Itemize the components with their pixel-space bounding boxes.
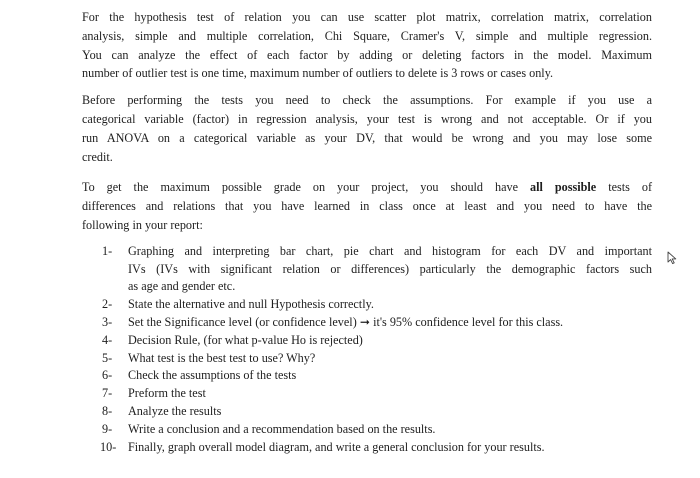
list-item-text (128, 421, 652, 439)
list-item-text (128, 403, 652, 421)
list-item-text (128, 350, 652, 368)
text-line: following in your report: (82, 217, 203, 232)
text-line: IVs (IVs with significant relation or differences) particularly the demographic factors such (128, 261, 652, 276)
text-line: Analyze the results (128, 403, 222, 418)
text-line (128, 314, 652, 332)
list-item-text (128, 332, 652, 350)
list-item (82, 350, 652, 368)
text-line: Before performing the tests you need to check the assumptions. For example if you use a (82, 93, 652, 108)
list-item-number: 7- (102, 386, 113, 401)
text-segment: it's 95% confidence level for this class. (370, 314, 564, 329)
list-item (82, 314, 652, 332)
text-line: number of outlier test is one time, maximum number of outliers to delete is 3 rows or cases only. (82, 66, 554, 81)
text-segment: Set the Significance level (or confidence level) (128, 314, 357, 329)
arrow-right-icon: ➞ (359, 314, 371, 329)
paragraph-assumptions (82, 91, 652, 166)
text-line: as age and gender etc. (128, 279, 236, 294)
mouse-pointer-icon (666, 251, 680, 265)
text-line: analysis, simple and multiple correlation, Chi Square, Cramer's V, simple and multiple regression. (82, 28, 652, 43)
list-item (82, 367, 652, 385)
list-item-number: 10- (100, 439, 117, 454)
list-item-number: 1- (102, 243, 113, 258)
text-line: run ANOVA on a categorical variable as your DV, that would be wrong and you may lose some (82, 130, 652, 145)
list-item-text (128, 385, 652, 403)
text-line: What test is the best test to use? Why? (128, 350, 316, 365)
emphasis-all-possible: all possible (530, 180, 597, 195)
list-item (82, 403, 652, 421)
text-line: Write a conclusion and a recommendation based on the results. (128, 421, 436, 436)
text-line: You can analyze the effect of each factor by adding or deleting factors in the model. Maximum (82, 47, 652, 62)
list-item-text (128, 314, 652, 332)
list-item-text (128, 439, 652, 457)
list-item (82, 296, 652, 314)
list-item-number: 9- (102, 421, 113, 436)
text-line: State the alternative and null Hypothesis correctly. (128, 297, 374, 312)
list-item-text (128, 296, 652, 314)
text-line: For the hypothesis test of relation you can use scatter plot matrix, correlation matrix, correlation (82, 10, 652, 24)
list-item (82, 332, 652, 350)
text-segment: To get the maximum possible grade on your project, you should have (82, 180, 519, 195)
text-line: Finally, graph overall model diagram, and write a general conclusion for your results. (128, 439, 545, 454)
paragraph-relation-tests (82, 8, 652, 83)
list-item-number: 2- (102, 297, 113, 312)
list-item-number: 5- (102, 350, 113, 365)
text-segment: tests of (608, 180, 653, 195)
list-item-number: 8- (102, 403, 113, 418)
text-line: Preform the test (128, 386, 206, 401)
list-item (82, 439, 652, 457)
document-page (82, 8, 652, 456)
list-item-number: 3- (102, 314, 113, 329)
list-item (82, 421, 652, 439)
text-line: Graphing and interpreting bar chart, pie chart and histogram for each DV and important (128, 243, 652, 258)
paragraph-max-grade (82, 178, 652, 234)
text-line: Check the assumptions of the tests (128, 368, 297, 383)
list-item-number: 4- (102, 332, 113, 347)
list-item (82, 243, 652, 296)
text-line: categorical variable (factor) in regression analysis, your test is wrong and not acceptable. Or if you (82, 111, 652, 126)
list-item (82, 385, 652, 403)
text-line: credit. (82, 149, 113, 164)
text-line: Decision Rule, (for what p-value Ho is rejected) (128, 332, 363, 347)
list-item-text (128, 367, 652, 385)
text-line (82, 178, 652, 197)
list-item-number: 6- (102, 368, 113, 383)
report-requirements-list (82, 243, 652, 457)
list-item-text (128, 243, 652, 296)
text-line: differences and relations that you have learned in class once at least and you need to have the (82, 199, 652, 214)
